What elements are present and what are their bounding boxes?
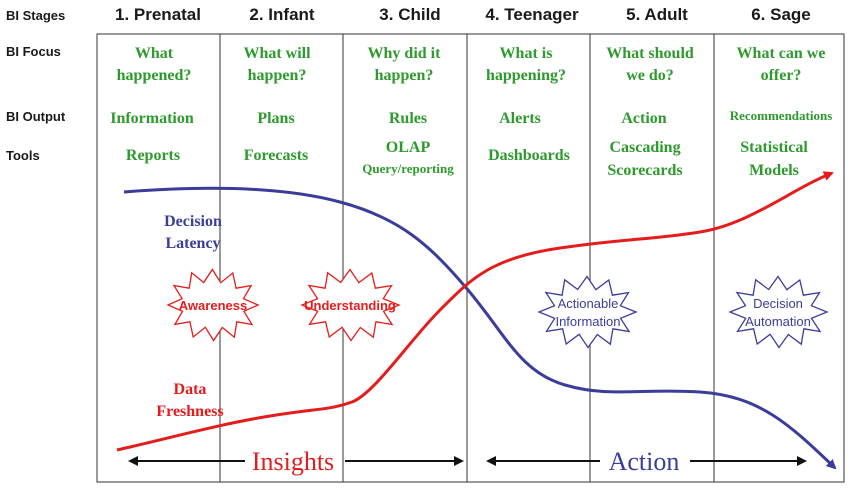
stage-title-prenatal: 1. Prenatal — [115, 5, 201, 24]
actionable-information-label-line1: Actionable — [557, 296, 619, 311]
focus-infant-line1: What will — [243, 45, 311, 62]
output-adult: Action — [621, 110, 667, 127]
output-teenager: Alerts — [499, 110, 541, 127]
decision-automation-label-line1: Decision — [753, 296, 803, 311]
focus-teenager-line2: happening? — [485, 67, 567, 84]
action-label: Action — [608, 447, 680, 476]
stage-title-teenager: 4. Teenager — [485, 5, 579, 24]
focus-sage-line2: offer? — [760, 67, 802, 84]
decision-latency-label-line1: Decision — [164, 213, 222, 230]
tools-prenatal: Reports — [125, 147, 181, 164]
decision-automation-label-line2: Automation — [745, 314, 811, 329]
focus-prenatal-line2: happened? — [116, 67, 192, 84]
decision-latency-label-line2: Latency — [165, 235, 221, 252]
focus-adult-line2: we do? — [626, 67, 674, 84]
row-label-stages: BI Stages — [6, 8, 66, 23]
tools-sage-line2: Models — [749, 162, 799, 179]
output-sage: Recommendations — [729, 108, 833, 123]
row-label-focus: BI Focus — [6, 44, 61, 59]
output-infant: Plans — [257, 110, 295, 127]
focus-adult-line1: What should — [606, 45, 694, 62]
tools-child-line1: OLAP — [385, 139, 431, 156]
data-freshness-label-line1: Data — [173, 381, 207, 398]
tools-infant: Forecasts — [243, 147, 309, 164]
tools-sage-line1: Statistical — [740, 139, 808, 156]
focus-child-line1: Why did it — [367, 45, 441, 62]
focus-sage-line1: What can we — [736, 45, 826, 62]
focus-teenager-line1: What is — [499, 45, 553, 62]
stage-title-infant: 2. Infant — [249, 5, 315, 24]
tools-child-line2: Query/reporting — [362, 161, 454, 176]
actionable-information-burst-shape — [539, 277, 636, 348]
decision-automation-burst-shape — [730, 277, 827, 348]
output-prenatal: Information — [110, 110, 194, 127]
tools-adult-line2: Scorecards — [607, 162, 683, 179]
understanding-label: Understanding — [304, 298, 396, 313]
stage-title-adult: 5. Adult — [626, 5, 688, 24]
tools-adult-line1: Cascading — [609, 139, 681, 156]
focus-prenatal-line1: What — [134, 45, 174, 62]
insights-label: Insights — [251, 447, 335, 476]
stage-title-child: 3. Child — [379, 5, 441, 24]
row-label-tools: Tools — [6, 148, 40, 163]
focus-infant-line2: happen? — [247, 67, 307, 84]
tools-teenager: Dashboards — [488, 147, 570, 164]
output-child: Rules — [388, 110, 428, 127]
stage-title-sage: 6. Sage — [751, 5, 811, 24]
row-label-output: BI Output — [6, 109, 66, 124]
data-freshness-label-line2: Freshness — [156, 403, 224, 420]
focus-child-line2: happen? — [374, 67, 434, 84]
actionable-information-label-line2: Information — [555, 314, 621, 329]
awareness-label: Awareness — [178, 298, 248, 313]
